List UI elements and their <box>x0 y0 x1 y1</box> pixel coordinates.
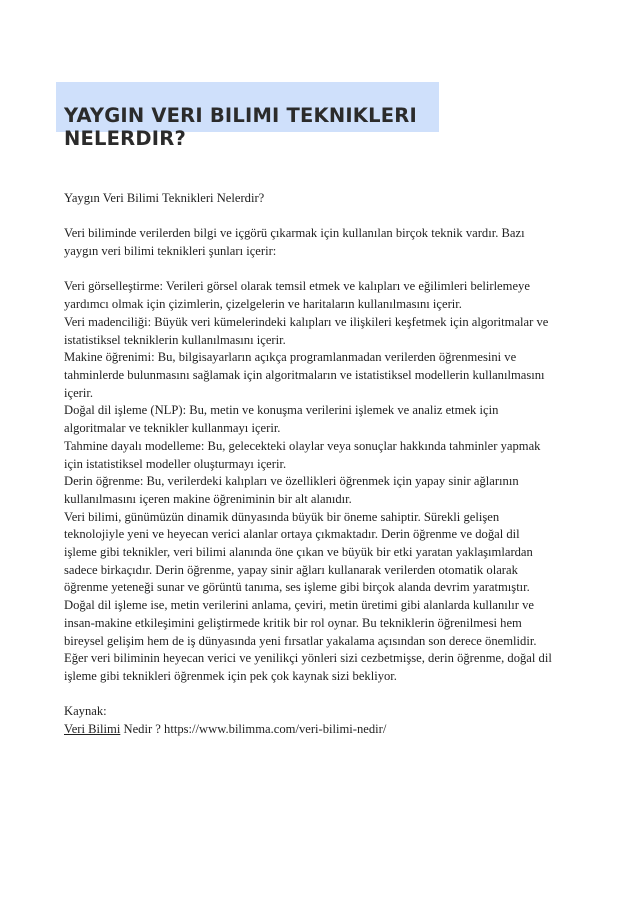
paragraph-gap <box>64 261 584 279</box>
text-line: Veri görselleştirme: Verileri görsel olarak temsil etmek ve kalıpları ve eğilimleri belirlemeye <box>64 279 530 294</box>
text-line: için istatistiksel modeller oluşturmayı içerir. <box>64 456 287 471</box>
text-line: Derin öğrenme: Bu, verilerdeki kalıpları ve özellikleri öğrenmek için yapay sinir ağlarının <box>64 474 519 489</box>
text-line: Makine öğrenimi: Bu, bilgisayarların açıkça programlanmadan verilerden öğrenmesini ve <box>64 350 517 365</box>
techniques-paragraph <box>64 278 584 685</box>
text-line: kullanılmasını içeren makine öğreniminin bir alt alanıdır. <box>64 491 352 506</box>
text-line: yardımcı olmak için çizimlerin, çizelgelerin ve haritaların kullanılmasını içerir. <box>64 297 462 312</box>
source-label: Kaynak: <box>64 704 107 719</box>
text-line: Tahmine dayalı modelleme: Bu, gelecekteki olaylar veya sonuçlar hakkında tahminler yapmak <box>64 438 541 453</box>
text-line: tahminlerde bulunmasını sağlamak için algoritmaların ve istatistiksel modellerin kullanılmasını <box>64 368 545 382</box>
text-line: Eğer veri biliminin heyecan verici ve yenilikçi yönleri sizi cezbetmişse, derin öğrenme, doğal dil <box>64 651 552 666</box>
paragraph-gap <box>64 686 584 704</box>
source-section <box>64 703 584 738</box>
text-line: teknolojiyle yeni ve heyecan verici alanlar ortaya çıkmaktadır. Derin öğrenme ve doğal dil <box>64 527 520 542</box>
intro-paragraph <box>64 225 584 260</box>
text-line: algoritmalar ve teknikler kullanmayı içerir. <box>64 421 281 436</box>
text-line: bireysel gelişim hem de iş dünyasında yeni fırsatlar yakalama açısından son derece önemlidir. <box>64 633 537 648</box>
text-line: Veri bilimi, günümüzün dinamik dünyasında büyük bir öneme sahiptir. Sürekli gelişen <box>64 509 500 524</box>
text-line: istatistiksel tekniklerin kullanılmasını içerir. <box>64 332 286 347</box>
text-line: Doğal dil işleme ise, metin verilerini anlama, çeviri, metin üretimi gibi alanlarda kullanılır ve <box>64 598 535 613</box>
text-line: öğrenme yeteneği sunar ve görüntü tanıma, ses işleme gibi birçok alanda devrim yaratmıştır. <box>64 580 530 595</box>
document-body <box>64 190 584 739</box>
source-url-text: Nedir ? https://www.bilimma.com/veri-bilimi-nedir/ <box>120 722 387 737</box>
intro-line: yaygın veri bilimi teknikleri şunları içerir: <box>64 244 277 259</box>
intro-line: Veri biliminde verilerden bilgi ve içgörü çıkarmak için kullanılan birçok teknik vardır. Bazı <box>64 226 525 241</box>
text-line: işleme gibi teknikleri öğrenmek için pek çok kaynak sizi bekliyor. <box>64 668 397 683</box>
text-line: işleme gibi teknikler, veri bilimi alanında öne çıkan ve büyük bir etki yaratan yaklaşımlardan <box>64 545 533 560</box>
page-title: YAYGIN VERI BILIMI TEKNIKLERI NELERDIR? <box>64 104 417 150</box>
text-line: Veri madenciliği: Büyük veri kümelerindeki kalıpları ve ilişkileri keşfetmek için algoritmalar ve <box>64 314 549 329</box>
text-line: Doğal dil işleme (NLP): Bu, metin ve konuşma verilerini işlemek ve analiz etmek için <box>64 403 499 418</box>
paragraph-gap <box>64 208 584 226</box>
source-line <box>64 721 584 739</box>
text-line: içerir. <box>64 385 94 400</box>
text-line: insan-makine etkileşimini geliştirmede kritik bir rol oynar. Bu tekniklerin öğrenilmesi hem <box>64 615 522 630</box>
text-line: sadece birkaçıdır. Derin öğrenme, yapay sinir ağları kullanarak verilerden otomatik olarak <box>64 562 518 577</box>
subtitle: Yaygın Veri Bilimi Teknikleri Nelerdir? <box>64 191 265 205</box>
source-link[interactable]: Veri Bilimi <box>64 722 121 737</box>
